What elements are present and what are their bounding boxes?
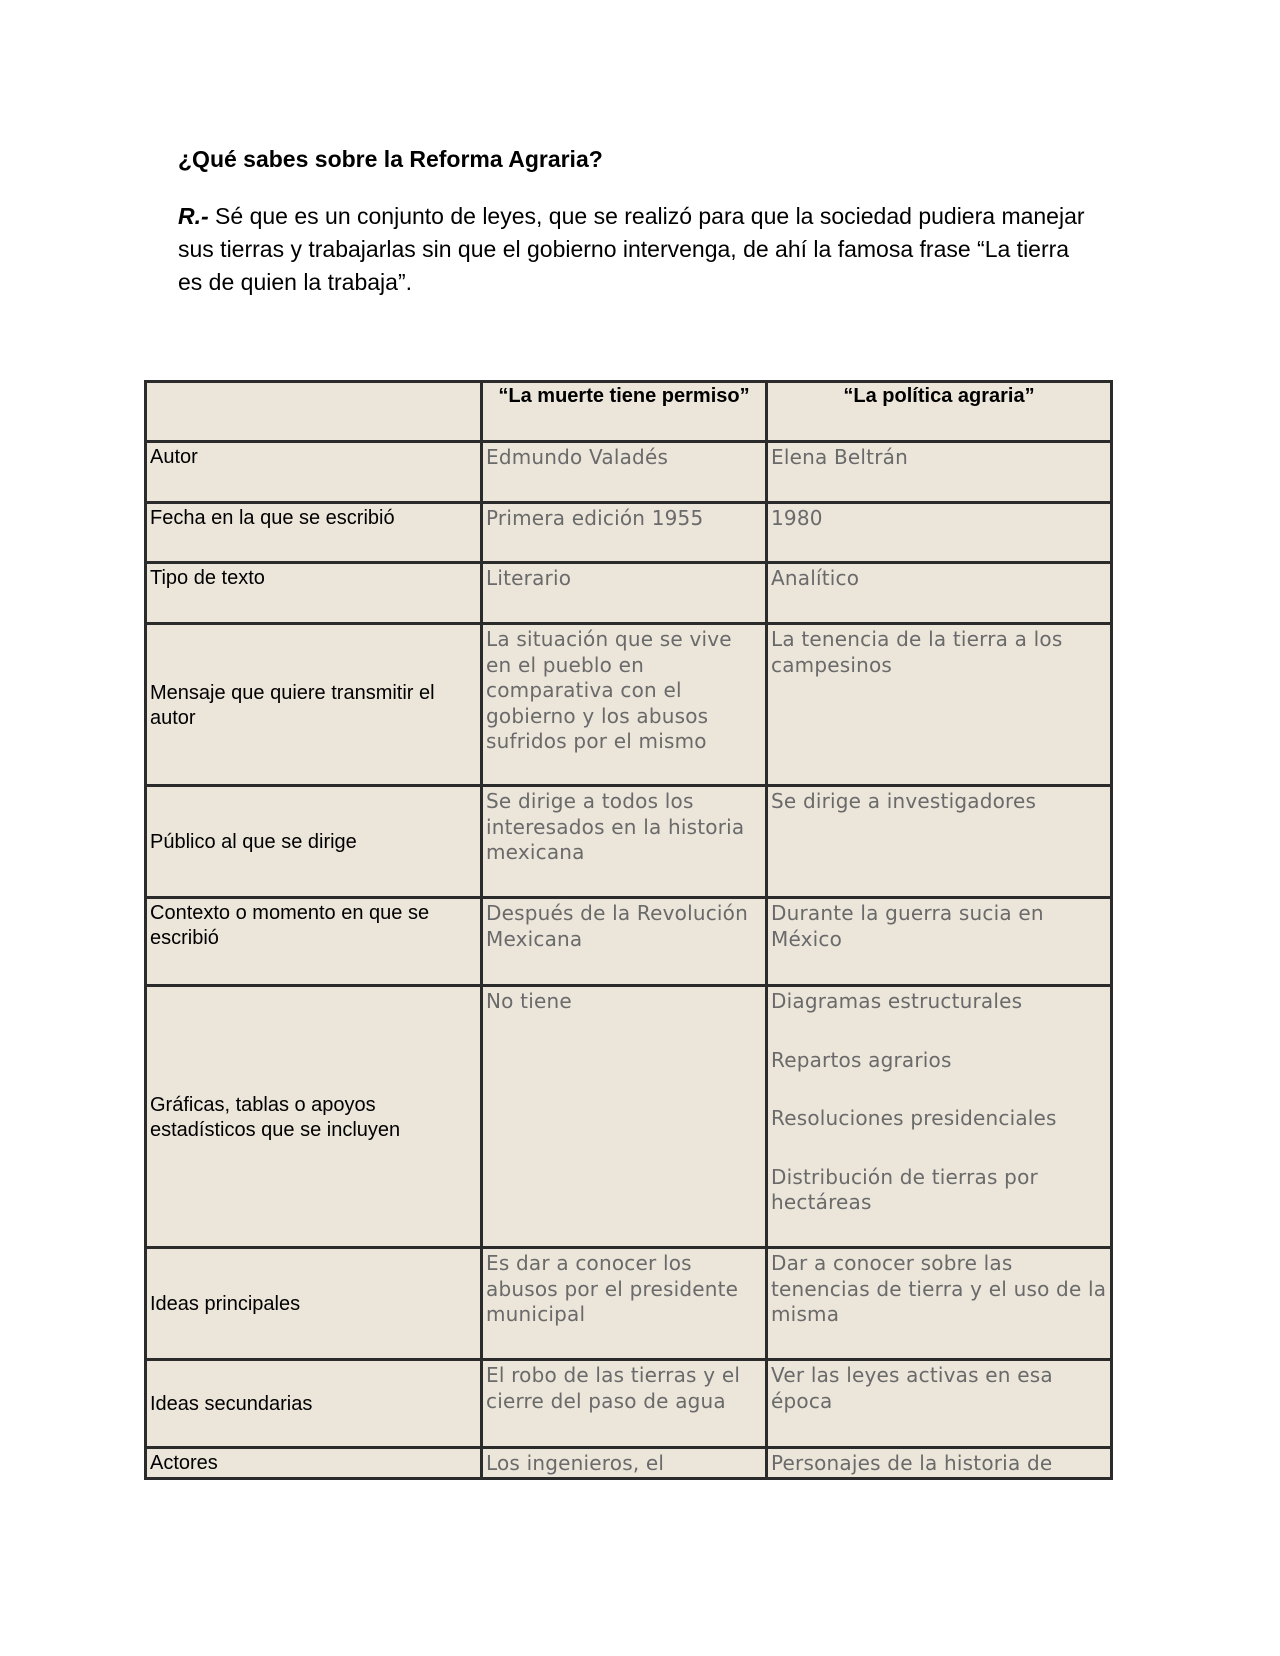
- cell-value: Analítico: [767, 563, 1112, 624]
- cell-value: Los ingenieros, el: [482, 1448, 767, 1479]
- list-item: Distribución de tierras por hectáreas: [771, 1164, 1038, 1214]
- header-la-muerte-tiene-permiso: “La muerte tiene permiso”: [482, 382, 767, 442]
- cell-value: No tiene: [482, 986, 767, 1248]
- list-item: Resoluciones presidenciales: [771, 1106, 1057, 1130]
- cell-value: Durante la guerra sucia en México: [767, 898, 1112, 986]
- answer-paragraph: [178, 200, 1098, 299]
- row-label-tipo-de-texto: Tipo de texto: [146, 563, 482, 624]
- cell-value: Edmundo Valadés: [482, 442, 767, 503]
- table-row: [146, 563, 1112, 624]
- table-row: [146, 1248, 1112, 1360]
- cell-value: Es dar a conocer los abusos por el presidente municipal: [482, 1248, 767, 1360]
- cell-value-list: [767, 986, 1112, 1248]
- cell-value: La tenencia de la tierra a los campesinos: [767, 624, 1112, 786]
- table-row: [146, 1360, 1112, 1448]
- cell-value: Elena Beltrán: [767, 442, 1112, 503]
- table-row: [146, 1448, 1112, 1479]
- table-row: [146, 624, 1112, 786]
- table-row: [146, 986, 1112, 1248]
- cell-value: Se dirige a investigadores: [767, 786, 1112, 898]
- answer-text: Sé que es un conjunto de leyes, que se realizó para que la sociedad pudiera manejar sus tierras y trabajarlas sin que el gobierno intervenga, de ahí la famosa frase “La tierra es de quien la trabaja”.: [178, 203, 1085, 295]
- table-header-row: [146, 382, 1112, 442]
- row-label-fecha: Fecha en la que se escribió: [146, 503, 482, 563]
- row-label-actores: Actores: [146, 1448, 482, 1479]
- cell-value: Ver las leyes activas en esa época: [767, 1360, 1112, 1448]
- list-item: Repartos agrarios: [771, 1047, 952, 1072]
- cell-value: El robo de las tierras y el cierre del paso de agua: [482, 1360, 767, 1448]
- header-la-politica-agraria: “La política agraria”: [767, 382, 1112, 442]
- row-label-autor: Autor: [146, 442, 482, 503]
- row-label-contexto: Contexto o momento en que se escribió: [146, 898, 482, 986]
- row-label-ideas-principales: Ideas principales: [146, 1248, 482, 1360]
- row-label-publico: Público al que se dirige: [146, 786, 482, 898]
- table-row: [146, 786, 1112, 898]
- answer-prefix: R.-: [178, 203, 209, 229]
- cell-value: Literario: [482, 563, 767, 624]
- row-label-graficas: Gráficas, tablas o apoyos estadísticos que se incluyen: [146, 986, 482, 1248]
- table-row: [146, 442, 1112, 503]
- question-heading: ¿Qué sabes sobre la Reforma Agraria?: [178, 146, 603, 172]
- table-row: [146, 503, 1112, 563]
- cell-value: Primera edición 1955: [482, 503, 767, 563]
- cell-value: Dar a conocer sobre las tenencias de tierra y el uso de la misma: [767, 1248, 1112, 1360]
- cell-value: 1980: [767, 503, 1112, 563]
- comparison-table: [144, 380, 1113, 1480]
- row-label-mensaje: Mensaje que quiere transmitir el autor: [146, 624, 482, 786]
- cell-value: La situación que se vive en el pueblo en comparativa con el gobierno y los abusos sufridos por el mismo: [482, 624, 767, 786]
- table-row: [146, 898, 1112, 986]
- cell-value: Después de la Revolución Mexicana: [482, 898, 767, 986]
- list-item: Diagramas estructurales: [771, 989, 1023, 1013]
- cell-value: Personajes de la historia de: [767, 1448, 1112, 1479]
- header-empty-cell: [146, 382, 482, 442]
- cell-value: Se dirige a todos los interesados en la historia mexicana: [482, 786, 767, 898]
- row-label-ideas-secundarias: Ideas secundarias: [146, 1360, 482, 1448]
